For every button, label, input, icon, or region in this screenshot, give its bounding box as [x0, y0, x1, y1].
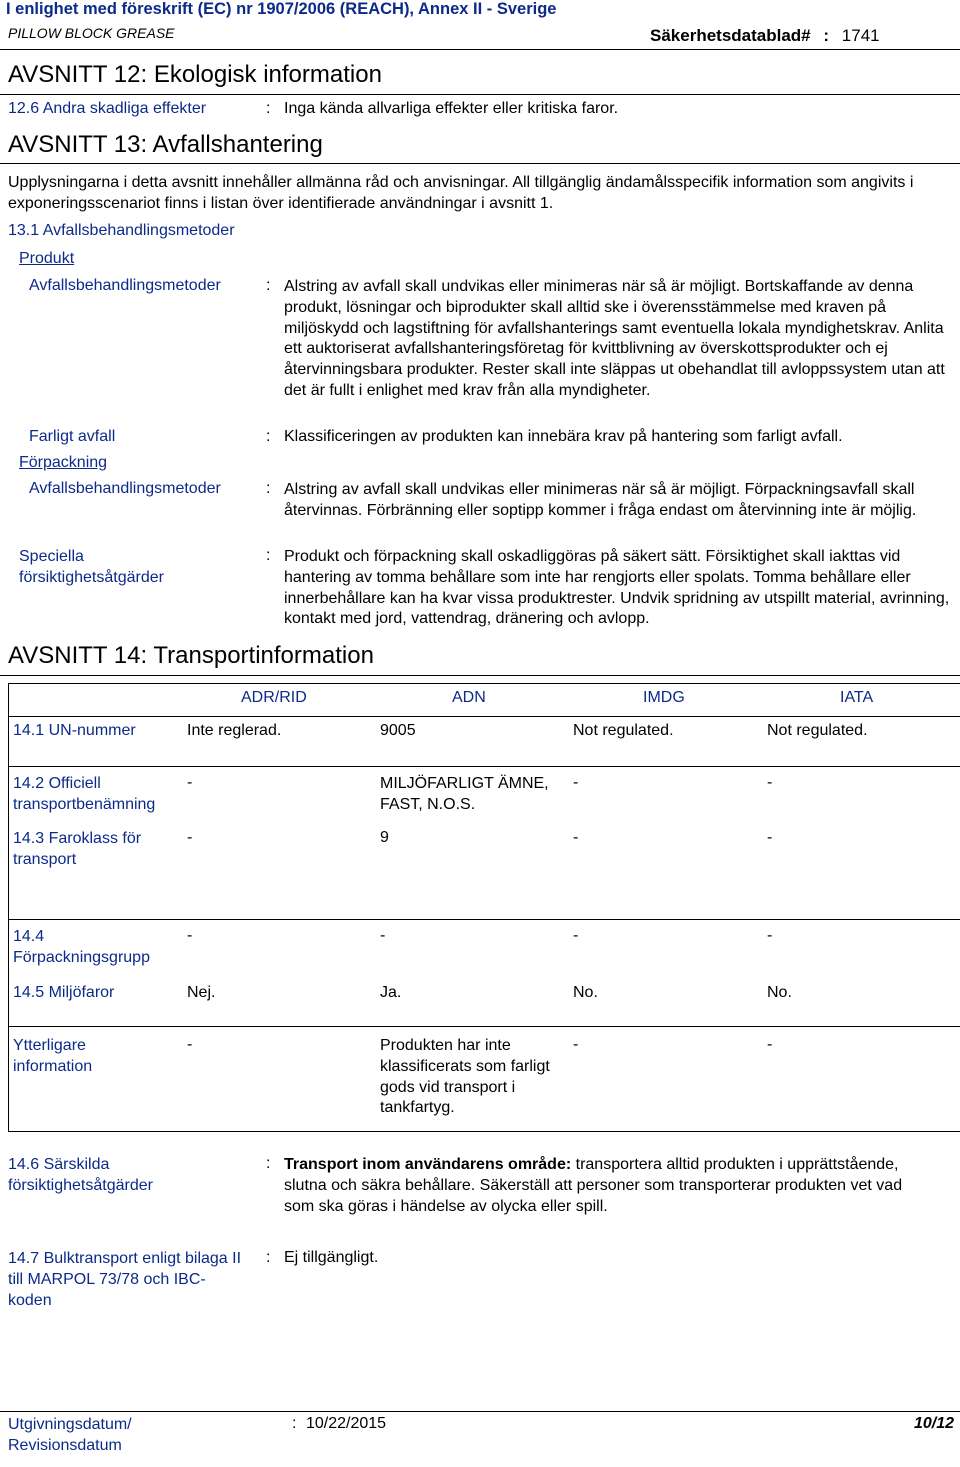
table-bottom-border	[8, 1131, 960, 1132]
row-14-2-adr: -	[187, 774, 193, 791]
sds-label: Säkerhetsdatablad#	[650, 26, 811, 45]
forpackning-heading: Förpackning	[19, 454, 108, 471]
sds-number: 1741	[841, 26, 880, 45]
section-14-title: AVSNITT 14: Transportinformation	[8, 642, 374, 669]
section-12-6-label: 12.6 Andra skadliga effekter	[8, 100, 207, 117]
section-13-title: AVSNITT 13: Avfallshantering	[8, 131, 323, 158]
row-divider	[8, 1026, 960, 1027]
row-14-3-imdg: -	[573, 829, 579, 846]
row-extra-info-adn: Produkten har inte klassificerats som farligt gods vid transport i tankfartyg.	[380, 1037, 550, 1117]
forpackning-method-value: Alstring av avfall skall undvikas eller minimeras när så är möjligt. Förpackningsavfall skall återvinnas. Förbränning eller soptipp kommer i fråga endast om återvinning inte är möjlig.	[284, 481, 917, 519]
row-14-2-adn: MILJÖFARLIGT ÄMNE, FAST, N.O.S.	[380, 775, 549, 813]
row-14-3-adn: 9	[380, 829, 389, 846]
section-14-divider	[0, 675, 960, 676]
section-13-divider	[0, 163, 960, 164]
row-14-1-iata: Not regulated.	[767, 722, 868, 739]
product-name: PILLOW BLOCK GREASE	[8, 25, 175, 41]
row-14-5-adr: Nej.	[187, 984, 216, 1001]
speciella-value: Produkt och förpackning skall oskadliggöras på säkert sätt. Försiktighet skall iakttas vid hantering av tomma behållare som inte har rengjorts eller spolats. Tomma behållare eller innerbehållare kan ha kvar vissa produktrester. Undvik spridning av utspillt material, avrinning, kontakt med jord, vattendrag, dränering och avlopp.	[284, 548, 950, 628]
produkt-method-value: Alstring av avfall skall undvikas eller minimeras när så är möjligt. Bortskaffande av denna produkt, lösningar och biprodukter skall alltid ske i överensstämmelse med kraven på miljöskydd och lagstiftning för avfallshanterings samt eventuella lokala myndighetskrav. Anlita ett auktoriserat avfallshanteringsföretag för kvittblivning av överskottsprodukter och ej återvinningsbara produkter. Rester skall inte släppas ut obehandlat till avloppssystem utan att det är fullt i enlighet med krav från alla myndigheter.	[284, 278, 945, 399]
row-14-7-value: Ej tillgängligt.	[284, 1249, 379, 1266]
sds-sep: :	[823, 26, 830, 45]
row-extra-info-iata: -	[767, 1036, 773, 1053]
table-header-border	[8, 716, 960, 717]
row-14-5-label: 14.5 Miljöfaror	[13, 984, 115, 1001]
colon: :	[266, 428, 271, 445]
footer-date-label: Utgivningsdatum/ Revisionsdatum	[8, 1416, 132, 1454]
header-divider	[0, 49, 960, 50]
footer-divider	[0, 1411, 960, 1412]
colon: :	[266, 100, 271, 117]
produkt-heading: Produkt	[19, 250, 75, 267]
row-14-6-label: 14.6 Särskilda försiktighetsåtgärder	[8, 1156, 153, 1194]
row-14-1-adr: Inte reglerad.	[187, 722, 282, 739]
row-14-3-adr: -	[187, 829, 193, 846]
row-14-2-iata: -	[767, 774, 773, 791]
row-14-6-text: transportera alltid produkten i upprättstående, slutna och säkra behållare. Säkerställ att personer som transporterar produkten vet vad som ska göras i händelse av olycka eller spill.	[284, 1156, 903, 1215]
col-iata: IATA	[840, 689, 874, 706]
row-divider	[8, 766, 960, 767]
row-14-4-adr: -	[187, 927, 193, 944]
row-14-1-imdg: Not regulated.	[573, 722, 674, 739]
row-extra-info-imdg: -	[573, 1036, 579, 1053]
row-14-6-value	[284, 1155, 924, 1217]
row-14-1-adn: 9005	[380, 722, 416, 739]
colon: :	[266, 1155, 271, 1172]
row-14-7-label: 14.7 Bulktransport enligt bilaga II till MARPOL 73/78 och IBC-koden	[8, 1250, 242, 1309]
produkt-method-label: Avfallsbehandlingsmetoder	[29, 277, 221, 294]
table-left-border	[8, 683, 9, 1131]
row-14-5-adn: Ja.	[380, 984, 402, 1001]
row-extra-info-label: Ytterligare information	[13, 1037, 93, 1075]
footer-date-value: 10/22/2015	[306, 1415, 387, 1432]
colon: :	[266, 480, 271, 497]
colon: :	[266, 277, 271, 294]
row-14-4-iata: -	[767, 927, 773, 944]
colon: :	[266, 1249, 271, 1266]
row-14-4-imdg: -	[573, 927, 579, 944]
farligt-avfall-value: Klassificeringen av produkten kan innebära krav på hantering som farligt avfall.	[284, 428, 843, 445]
section-12-6-value: Inga kända allvarliga effekter eller kritiska faror.	[284, 100, 619, 117]
sds-number-block	[650, 26, 880, 46]
section-13-intro: Upplysningarna i detta avsnitt innehåller allmänna råd och anvisningar. All tillgänglig ändamålsspecifik information som angivits i exponeringsscenariot finns i listan över identifierade användningar i avsnitt 1.	[8, 174, 914, 212]
row-extra-info-adr: -	[187, 1036, 193, 1053]
speciella-label: Speciella försiktighetsåtgärder	[19, 548, 164, 586]
footer-page-number: 10/12	[914, 1415, 955, 1432]
regulation-header: I enlighet med föreskrift (EC) nr 1907/2006 (REACH), Annex II - Sverige	[6, 0, 557, 18]
row-14-4-label: 14.4 Förpackningsgrupp	[13, 928, 150, 966]
section-12-divider	[0, 94, 960, 95]
row-14-3-label: 14.3 Faroklass för transport	[13, 830, 142, 868]
row-divider	[8, 919, 960, 920]
row-14-4-adn: -	[380, 927, 386, 944]
row-14-1-label: 14.1 UN-nummer	[13, 722, 136, 739]
row-14-2-label: 14.2 Officiell transportbenämning	[13, 775, 156, 813]
row-14-3-iata: -	[767, 829, 773, 846]
row-14-6-bold: Transport inom användarens område:	[284, 1156, 572, 1173]
section-12-title: AVSNITT 12: Ekologisk information	[8, 61, 382, 88]
row-14-5-iata: No.	[767, 984, 792, 1001]
col-adr-rid: ADR/RID	[241, 689, 307, 706]
row-14-2-imdg: -	[573, 774, 579, 791]
section-13-1-title: 13.1 Avfallsbehandlingsmetoder	[8, 222, 235, 239]
colon: :	[292, 1415, 297, 1432]
col-adn: ADN	[452, 689, 486, 706]
forpackning-method-label: Avfallsbehandlingsmetoder	[29, 480, 221, 497]
col-imdg: IMDG	[643, 689, 685, 706]
table-top-border	[8, 683, 960, 684]
farligt-avfall-label: Farligt avfall	[29, 428, 116, 445]
colon: :	[266, 547, 271, 564]
row-14-5-imdg: No.	[573, 984, 598, 1001]
